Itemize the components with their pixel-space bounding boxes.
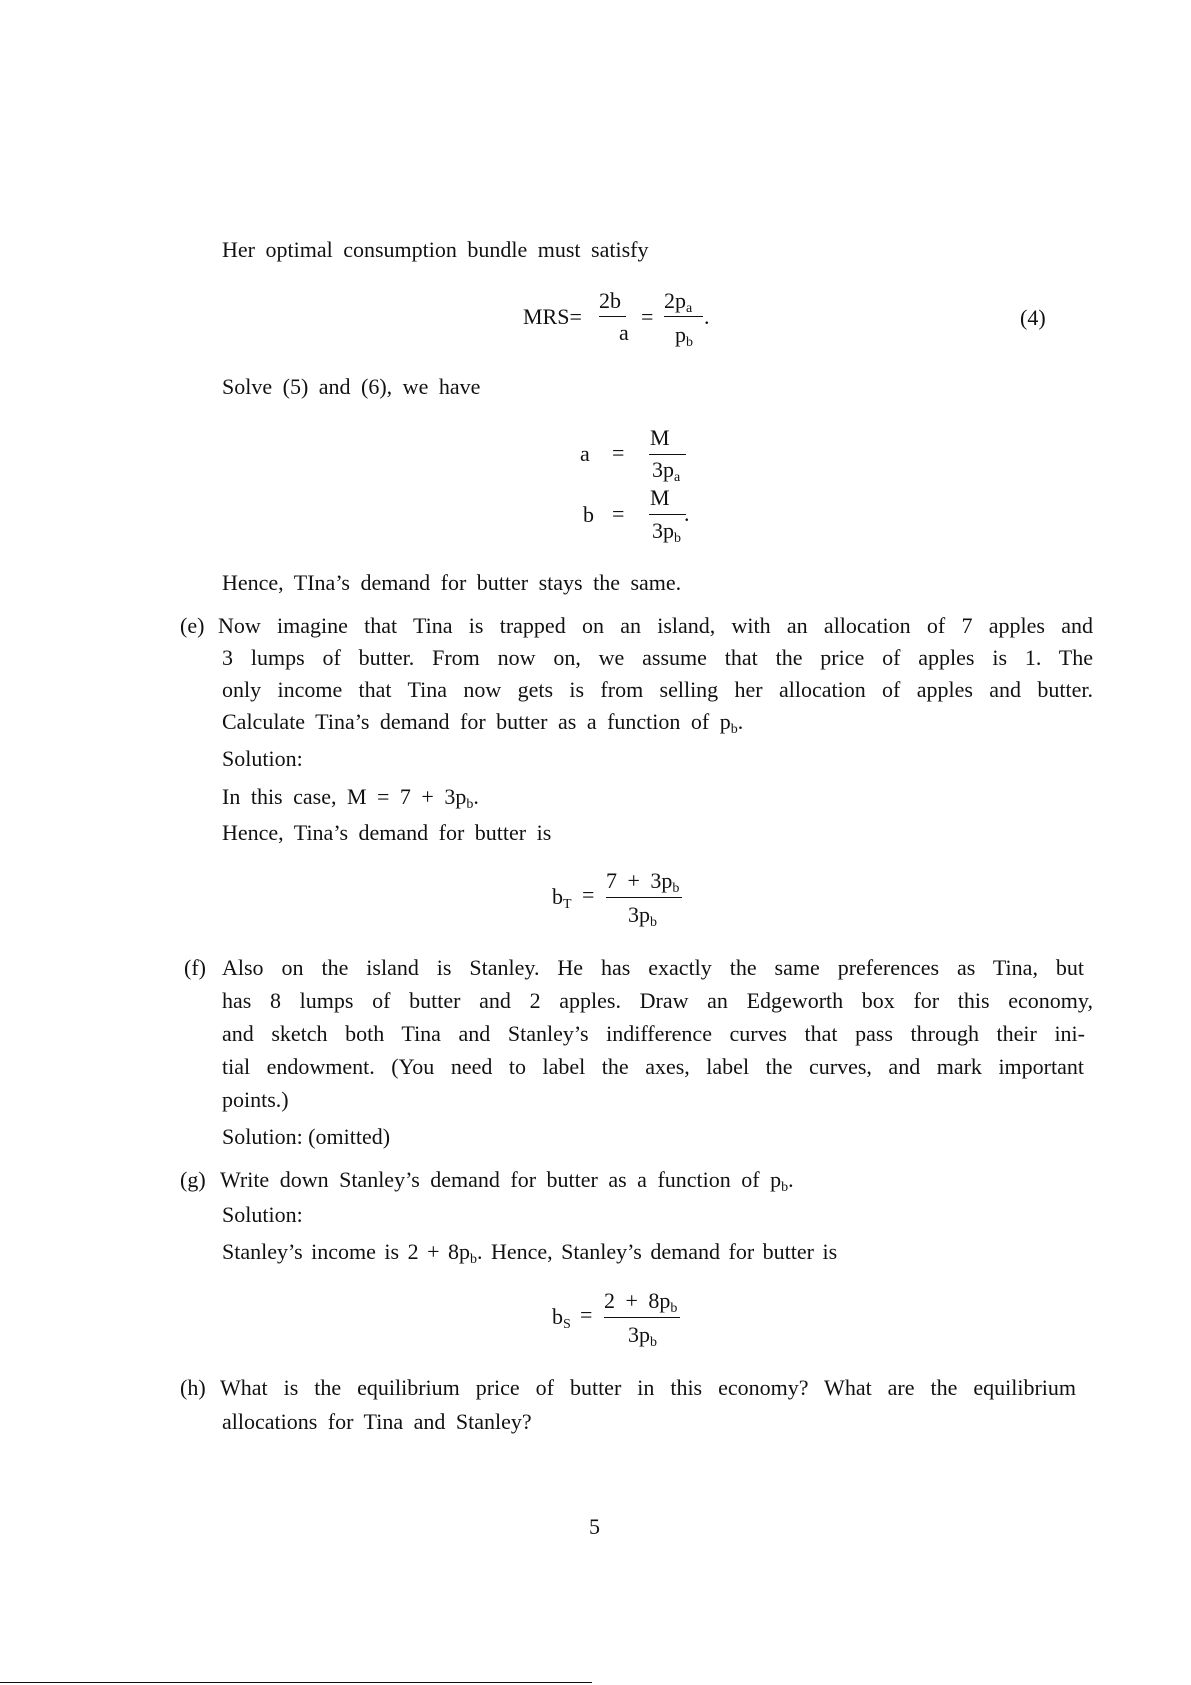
part-f-text: has 8 lumps of butter and 2 apples. Draw an Edgeworth box for this economy,: [222, 988, 1093, 1013]
part-e-text: 3 lumps of butter. From now on, we assume that the price of apples is 1. The: [222, 645, 1093, 670]
var-a: a: [580, 441, 590, 466]
bt-label: $b_T$: [552, 884, 572, 912]
solution-label: Solution: (omitted): [222, 1124, 391, 1149]
mrs-label: MRS=: [523, 304, 582, 329]
part-f-text: and sketch both Tina and Stanley’s indifference curves that pass through their ini-: [222, 1021, 1085, 1046]
solution-label: Solution:: [222, 746, 303, 771]
equation-number: (4): [1020, 305, 1046, 330]
denominator: $3p_b$: [628, 1322, 657, 1350]
part-f-text: tial endowment. (You need to label the axes, label the curves, and mark important: [222, 1054, 1084, 1079]
part-f-text: points.): [222, 1087, 289, 1112]
mrs-numerator-1: 2b: [599, 288, 621, 313]
equals-sign: =: [641, 304, 654, 329]
page-number: 5: [589, 1514, 600, 1539]
part-e-text: Calculate Tina’s demand for butter as a function of $p_b$.: [222, 709, 744, 737]
period: .: [684, 501, 690, 526]
fraction-bar: [604, 1317, 680, 1318]
mrs-numerator-2: $2p_a$: [664, 288, 693, 316]
numerator-m: M: [650, 425, 670, 450]
solution-label: Solution:: [222, 1202, 303, 1227]
part-h-text: What is the equilibrium price of butter in this economy? What are the equilibrium: [220, 1375, 1076, 1400]
conclusion-text: Hence, TIna’s demand for butter stays the same.: [222, 570, 682, 595]
period: .: [704, 304, 710, 329]
equals-sign: =: [612, 440, 625, 465]
equals-sign: =: [612, 501, 625, 526]
fraction-bar: [599, 316, 626, 317]
part-f-text: Also on the island is Stanley. He has exactly the same preferences as Tina, but: [222, 955, 1084, 980]
part-h-text: allocations for Tina and Stanley?: [222, 1409, 532, 1434]
part-label: (e): [180, 613, 205, 638]
part-e-text: only income that Tina now gets is from selling her allocation of apples and butter.: [222, 677, 1093, 702]
equals-sign: =: [580, 1302, 593, 1327]
fraction-bar: [649, 454, 686, 455]
bottom-rule: [0, 1682, 592, 1683]
mrs-denominator-2: $p_b$: [675, 322, 693, 350]
denominator: $3p_b$: [628, 902, 657, 930]
hence-text: Hence, Tina’s demand for butter is: [222, 820, 552, 845]
denominator-b: $3p_b$: [652, 518, 681, 546]
part-label: (f): [184, 955, 206, 980]
numerator: $7 + 3p_b$: [606, 868, 680, 896]
fraction-bar: [606, 897, 682, 898]
denominator-a: $3p_a$: [652, 457, 681, 485]
numerator: $2 + 8p_b$: [604, 1288, 678, 1316]
fraction-bar: [649, 514, 686, 515]
mrs-denominator-1: a: [619, 320, 629, 345]
bs-label: $b_S$: [552, 1304, 571, 1332]
solve-text: Solve (5) and (6), we have: [222, 374, 481, 399]
numerator-m: M: [650, 485, 670, 510]
intro-text: Her optimal consumption bundle must satisfy: [222, 237, 649, 262]
equals-sign: =: [582, 882, 595, 907]
income-text: Stanley’s income is $2 + 8p_b$. Hence, Stanley’s demand for butter is: [222, 1239, 838, 1267]
part-label: (h): [180, 1375, 206, 1400]
fraction-bar: [664, 316, 703, 317]
var-b: b: [583, 502, 594, 527]
part-label: (g): [180, 1167, 206, 1192]
income-text: In this case, $M = 7 + 3p_b$.: [222, 784, 479, 812]
part-e-text: Now imagine that Tina is trapped on an island, with an allocation of 7 apples and: [218, 613, 1093, 638]
part-g-text: Write down Stanley’s demand for butter as a function of $p_b$.: [220, 1167, 794, 1195]
